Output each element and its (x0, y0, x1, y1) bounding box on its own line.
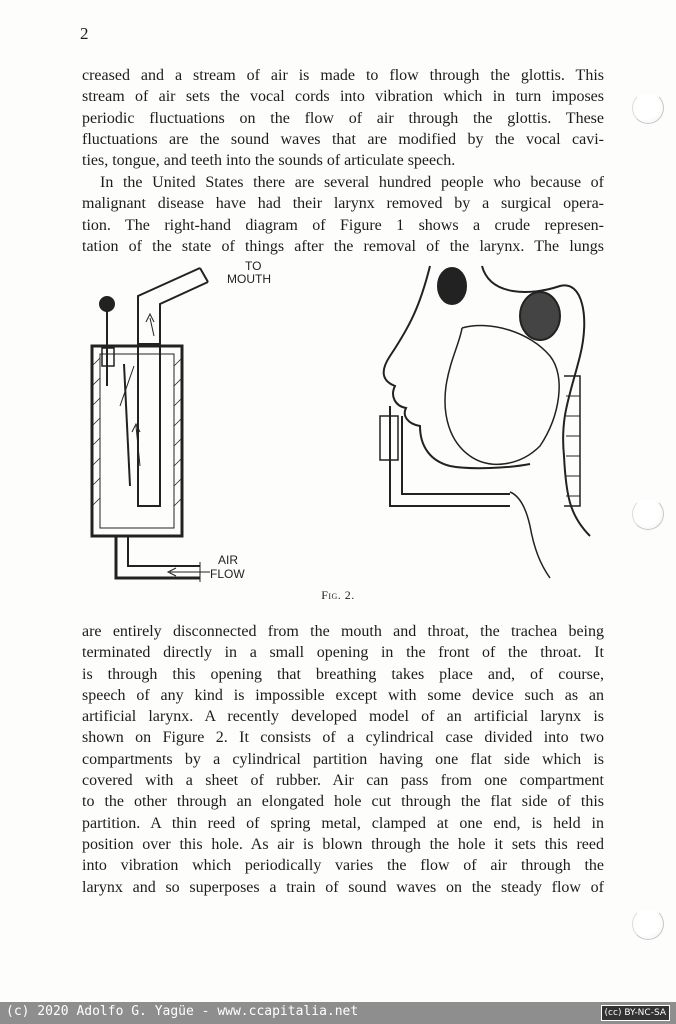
text-line: partition. A thin reed of spring metal, clamped at one end, is held in (82, 814, 604, 832)
text-line: is through this opening that breathing takes place and, of course, (82, 665, 604, 683)
copyright-text: (c) 2020 Adolfo G. Yagüe - www.ccapitalia.net (6, 1004, 359, 1019)
binder-hole (632, 498, 664, 530)
text-line: periodic fluctuations on the flow of air through the glottis. These (82, 109, 604, 127)
text-line: tation of the state of things after the removal of the larynx. The lungs (82, 237, 604, 255)
text-line: are entirely disconnected from the mouth and throat, the trachea being (82, 623, 604, 640)
label-to: TO (245, 259, 262, 273)
figure-2-artificial-larynx (90, 256, 610, 586)
paragraph-2 (82, 172, 604, 257)
text-line: terminated directly in a small opening in the front of the throat. It (82, 644, 604, 662)
text-line: fluctuations are the sound waves that are modified by the vocal cavi- (82, 130, 604, 148)
text-line: malignant disease have had their larynx removed by a surgical opera- (82, 195, 604, 213)
text-line: shown on Figure 2. It consists of a cylindrical case divided into two (82, 729, 604, 747)
text-line: In the United States there are several hundred people who because of (100, 174, 604, 191)
text-line: stream of air sets the vocal cords into vibration which in turn imposes (82, 88, 604, 106)
text-line: into vibration which periodically varies the flow of air through the (82, 857, 604, 875)
text-line: larynx and so superposes a train of sound waves on the steady flow of (82, 878, 604, 896)
paragraph-3 (82, 621, 604, 898)
text-line: ties, tongue, and teeth into the sounds of articulate speech. (82, 152, 456, 170)
text-line: tion. The right-hand diagram of Figure 1 shows a crude represen- (82, 216, 604, 234)
binder-hole (632, 908, 664, 940)
footer-bar (0, 1002, 676, 1024)
text-line: speech of any kind is impossible except with some device such as an (82, 686, 604, 704)
license-badge[interactable]: (cc) BY-NC-SA (601, 1005, 670, 1021)
page-number: 2 (80, 24, 89, 43)
text-line: artificial larynx. A recently developed model of an artificial larynx is (82, 708, 604, 726)
figure-caption: Fig. 2. (321, 588, 355, 602)
label-mouth: MOUTH (227, 272, 271, 286)
paragraph-1 (82, 65, 604, 171)
text-line: compartments by a cylindrical partition having one flat side which is (82, 750, 604, 768)
binder-hole (632, 92, 664, 124)
text-line: position over this hole. As air is blown through the hole it sets this reed (82, 835, 604, 853)
text-line: creased and a stream of air is made to flow through the glottis. This (82, 67, 604, 84)
label-air: AIR (218, 553, 239, 567)
text-line: covered with a sheet of rubber. Air can pass from one compartment (82, 772, 604, 790)
head-cross-section-drawing (380, 266, 590, 578)
text-line: to the other through an elongated hole cut through the flat side of this (82, 793, 604, 811)
larynx-device-drawing (92, 268, 210, 582)
label-flow: FLOW (210, 567, 245, 581)
